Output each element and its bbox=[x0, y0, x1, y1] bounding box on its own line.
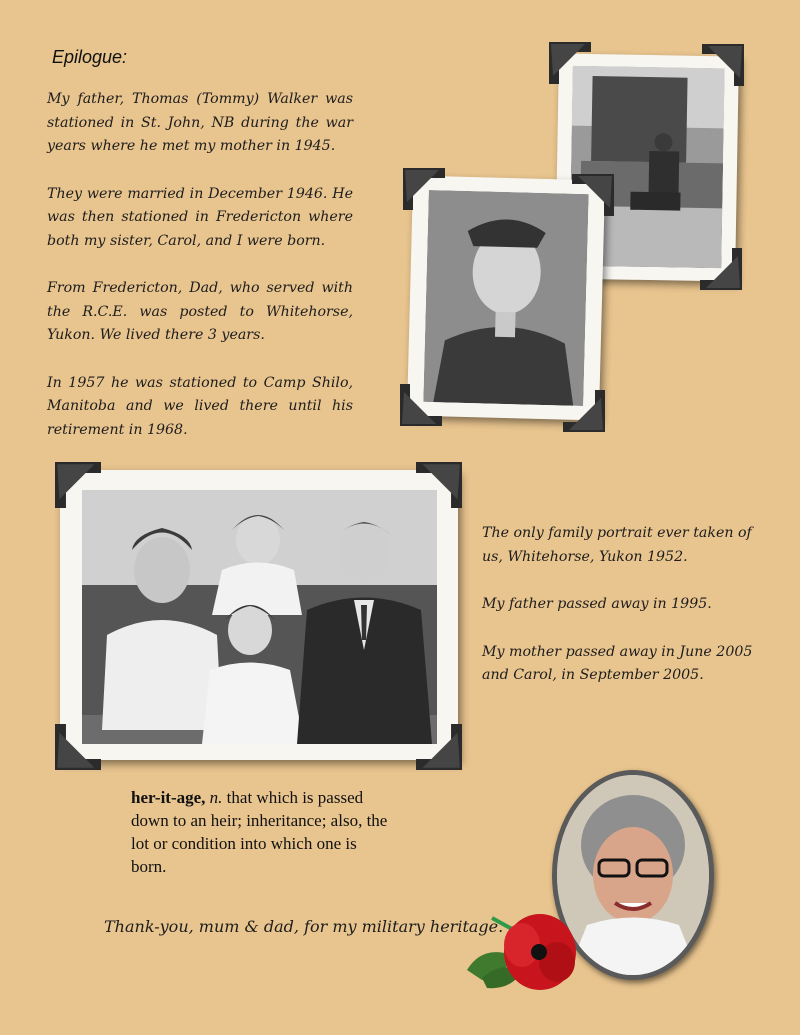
photo-corner-icon bbox=[700, 248, 742, 290]
photo-corner-icon bbox=[55, 724, 101, 770]
caption-text bbox=[482, 522, 757, 712]
photo-corner-icon bbox=[400, 384, 442, 426]
photo-corner-icon bbox=[416, 724, 462, 770]
thank-you-line: Thank-you, mum & dad, for my military heritage. bbox=[104, 917, 504, 936]
definition-text: that which is passed down to an heir; inheritance; also, the lot or condition into which one is born. bbox=[131, 788, 388, 876]
caption-3: My mother passed away in June 2005 and Carol, in September 2005. bbox=[482, 643, 753, 683]
paragraph-1: My father, Thomas (Tommy) Walker was stationed in St. John, NB during the war years where he met my mother in 1945. bbox=[47, 91, 353, 154]
caption-2: My father passed away in 1995. bbox=[482, 596, 712, 612]
family-portrait bbox=[82, 490, 437, 744]
definition-term: her-it-age, bbox=[131, 788, 206, 807]
photo-corner-icon bbox=[549, 42, 591, 84]
photo-corner-icon bbox=[563, 390, 605, 432]
story-text bbox=[47, 88, 353, 466]
soldier-portrait bbox=[423, 190, 588, 406]
photo-corner-icon bbox=[416, 462, 462, 508]
photo-corner-icon bbox=[403, 168, 445, 210]
photo-corner-icon bbox=[572, 174, 614, 216]
paragraph-2: They were married in December 1946. He was then stationed in Fredericton where both my sister, Carol, and I were born. bbox=[47, 185, 353, 249]
definition-pos: n. bbox=[209, 788, 223, 807]
caption-1: The only family portrait ever taken of us, Whitehorse, Yukon 1952. bbox=[482, 525, 752, 565]
photo-corner-icon bbox=[702, 44, 744, 86]
photo-corner-icon bbox=[55, 462, 101, 508]
paragraph-3: From Fredericton, Dad, who served with the R.C.E. was posted to Whitehorse, Yukon. We lived there 3 years. bbox=[47, 280, 353, 343]
poppy-icon bbox=[462, 900, 592, 1000]
page-heading: Epilogue: bbox=[52, 47, 128, 67]
family-photo-frame bbox=[60, 470, 458, 760]
paragraph-4: In 1957 he was stationed to Camp Shilo, Manitoba and we lived there until his retirement in 1968. bbox=[47, 374, 353, 438]
heritage-definition bbox=[131, 786, 391, 878]
